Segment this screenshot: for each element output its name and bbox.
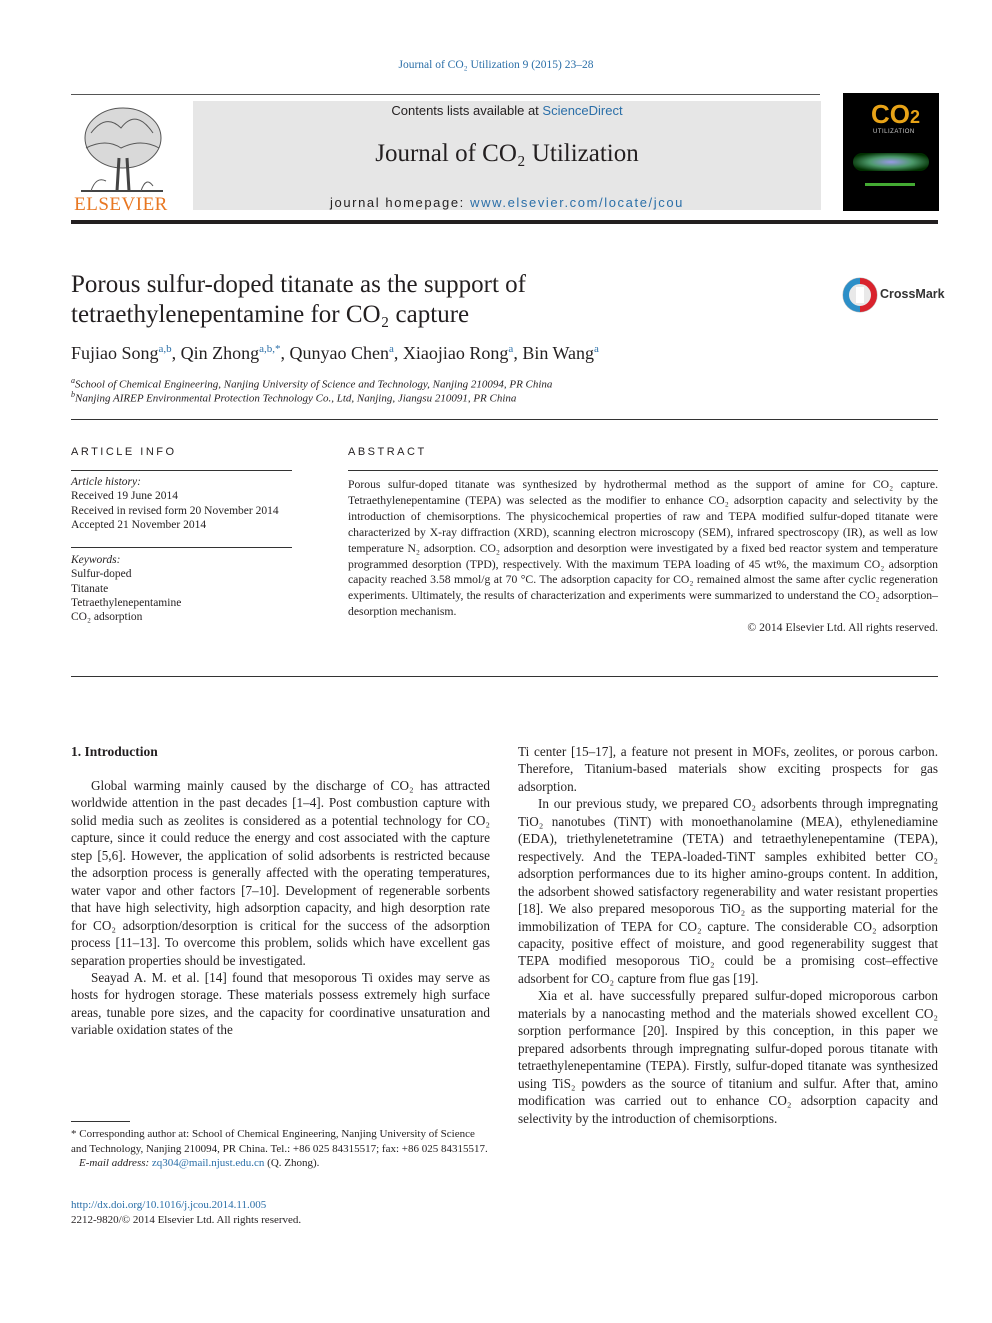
section-heading-introduction: 1. Introduction	[71, 744, 158, 759]
history-label: Article history:	[71, 476, 141, 488]
keyword[interactable]: Tetraethylenepentamine	[71, 596, 182, 609]
author-affiliation-mark[interactable]: a	[508, 343, 514, 355]
revised-date: Received in revised form 20 November 2014	[71, 504, 279, 517]
author-name: Xiaojiao Rong	[402, 343, 509, 363]
cover-utilization: UTILIZATION	[873, 129, 915, 135]
cover-green-stripe	[865, 183, 915, 186]
cover-co2: CO	[871, 99, 910, 129]
accepted-date: Accepted 21 November 2014	[71, 518, 207, 531]
author[interactable]	[403, 343, 522, 363]
affiliation-divider	[71, 419, 938, 420]
email-line	[71, 1156, 491, 1171]
crossmark-label: CrossMark	[880, 287, 945, 301]
issn-copyright: 2212-9820/© 2014 Elsevier Ltd. All rights reserved.	[71, 1213, 302, 1226]
abstract-label: ABSTRACT	[348, 446, 427, 458]
intro-paragraph: Seayad A. M. et al. [14] found that mesoporous Ti oxides may serve as hosts for hydrogen storage. These materials possess extremely high surface areas, tunable pore sizes, and the capacity for coordinative unsaturation and variable oxidation states of the	[71, 969, 490, 1038]
title-line-2: tetraethylenepentamine for CO₂ capture	[71, 301, 470, 328]
footnote-rule	[71, 1121, 130, 1122]
email-link[interactable]: zq304@mail.njust.edu.cn	[151, 1157, 265, 1170]
homepage-link[interactable]: www.elsevier.com/locate/jcou	[470, 195, 684, 210]
author-name: Fujiao Song	[71, 343, 159, 363]
keyword[interactable]: CO₂ adsorption	[71, 611, 143, 624]
author-separator: ,	[280, 343, 290, 363]
article-info-rule	[71, 470, 292, 471]
article-info-label: ARTICLE INFO	[71, 446, 177, 458]
affiliation-mark: a	[71, 376, 75, 385]
author[interactable]	[522, 343, 599, 363]
paper-title	[71, 270, 771, 330]
keyword[interactable]: Titanate	[71, 582, 109, 595]
title-line-1: Porous sulfur-doped titanate as the support of	[71, 271, 526, 298]
cover-molecule-graphic	[853, 153, 929, 171]
author[interactable]	[290, 343, 403, 363]
received-date: Received 19 June 2014	[71, 490, 178, 503]
contents-line	[193, 103, 821, 118]
author-affiliation-mark[interactable]: a,b,*	[259, 343, 281, 355]
author-separator: ,	[171, 343, 181, 363]
author[interactable]	[71, 343, 181, 363]
abstract-copyright: © 2014 Elsevier Ltd. All rights reserved.	[747, 621, 938, 635]
contents-prefix: Contents lists available at	[391, 103, 543, 118]
affiliation-b	[71, 390, 516, 405]
intro-paragraph: In our previous study, we prepared CO₂ adsorbents through impregnating TiO₂ nanotubes (TiNT) with monoethanolamine (MEA), ethylenediamine (EDA), triethylenetetramine (TETA) and tetraethylenepentamine (TEPA), respectively. And the TEPA-loaded-TiNT samples exhibited better CO₂ adsorption performances due to its higher amino-groups content. In addition, the adsorbent showed satisfactory regenerability and water resistant properties [18]. We also prepared mesoporous TiO₂ as the supporting material for the immobilization of TEPA for CO₂ capture. The considerable CO₂ adsorption capacity, positive effect of moisture, and good regenerability suggest that TEPA modified mesoporous TiO₂ could be a promising cost–effective adsorbent for CO₂ capture from flue gas [19].	[518, 796, 938, 986]
journal-title: Journal of CO₂ Utilization	[375, 140, 639, 167]
email-suffix: (Q. Zhong).	[264, 1157, 320, 1170]
left-column	[71, 777, 490, 1039]
homepage-prefix: journal homepage:	[330, 195, 471, 210]
journal-citation[interactable]: Journal of CO₂ Utilization 9 (2015) 23–28	[398, 59, 594, 71]
intro-paragraph: Global warming mainly caused by the discharge of CO₂ has attracted worldwide attention in the past decades [1–4]. Post combustion capture with solid media such as zeolites is considered as a potential technology for CO₂ capture, since it could reduce the energy and cost associated with the capture step [5,6]. However, the application of solid adsorbents is restricted because the adsorption process is generally affected with the operating temperatures, water vapor and other factors [7–10]. Development of regenerable sorbents that have high selectivity, high adsorption capacity, and high desorption rate for CO₂ adsorption/desorption is critical for the success of the adsorption process [11–13]. To overcome this problem, solids which have excellent gas separation properties should be investigated.	[71, 778, 490, 968]
email-label: E-mail address:	[79, 1157, 152, 1170]
keywords	[71, 553, 293, 624]
journal-cover-thumbnail[interactable]	[843, 93, 939, 211]
affiliation-text: School of Chemical Engineering, Nanjing University of Science and Technology, Nanjing 210094, PR China	[75, 378, 553, 391]
keywords-rule	[71, 547, 292, 548]
author-separator: ,	[513, 343, 523, 363]
abstract-rule	[348, 470, 938, 471]
abstract	[348, 477, 938, 636]
author-affiliation-mark[interactable]: a	[389, 343, 394, 355]
journal-homepage	[193, 195, 821, 210]
intro-paragraph: Xia et al. have successfully prepared sulfur-doped microporous carbon materials by a nanocasting method and the materials showed excellent CO₂ sorption performance [20]. Inspired by this conception, in this paper we prepared adsorbents through impregnating sulfur-doped porous titanate with tetraethylenepentamine (TEPA). Firstly, sulfur-doped titanate was synthesized using TiS₂ powders as the source of titanium and sulfur. After that, amino modification was carried out to enhance CO₂ adsorption capacity and selectivity by the introduction of chemisorptions.	[518, 988, 938, 1126]
cover-co2-sub: 2	[910, 107, 921, 127]
author-name: Qunyao Chen	[289, 343, 390, 363]
intro-paragraph: Ti center [15–17], a feature not present in MOFs, zeolites, or porous carbon. Therefore, Titanium-based materials show exciting prospects for gas adsorption.	[518, 744, 938, 794]
header-top-rule	[71, 94, 820, 95]
author-name: Qin Zhong	[180, 343, 260, 363]
affiliation-mark: b	[71, 390, 75, 399]
author-name: Bin Wang	[522, 343, 595, 363]
keywords-label: Keywords:	[71, 554, 121, 566]
author-separator: ,	[393, 343, 403, 363]
article-history	[71, 475, 293, 532]
affiliation-text: Nanjing AIREP Environmental Protection Technology Co., Ltd, Nanjing, Jiangsu 210091, PR China	[75, 392, 517, 405]
author-affiliation-mark[interactable]: a	[594, 343, 599, 355]
crossmark-badge[interactable]	[842, 277, 945, 313]
affiliation-a	[71, 376, 552, 391]
elsevier-wordmark: ELSEVIER	[74, 194, 168, 215]
crossmark-icon	[842, 277, 878, 313]
header-bottom-rule	[71, 220, 938, 224]
doi-link[interactable]: http://dx.doi.org/10.1016/j.jcou.2014.11.005	[71, 1199, 267, 1211]
sciencedirect-link[interactable]: ScienceDirect	[542, 103, 623, 118]
author[interactable]	[181, 343, 290, 363]
corresponding-author-text: * Corresponding author at: School of Chemical Engineering, Nanjing University of Science and Technology, Nanjing 210094, PR China. Tel.: +86 025 84315517; fax: +86 025 84315517.	[71, 1128, 488, 1155]
author-affiliation-mark[interactable]: a,b	[158, 343, 172, 355]
corresponding-author-footnote	[71, 1127, 491, 1171]
author-list	[71, 343, 599, 364]
abstract-text: Porous sulfur-doped titanate was synthesized by hydrothermal method as the support of amine for CO₂ capture. Tetraethylenepentamine (TEPA) was selected as the modifier to enhance CO₂ adsorption capacity and selectivity by the introduction of chemisorptions. The physicochemical properties of raw and TEPA modified sulfur-doped titanate were characterized by X-ray diffraction (XRD), scanning electron microscopy (SEM), infrared spectroscopy (IR), as well as low temperature N₂ adsorption. CO₂ adsorption and desorption were investigated by a fixed bed reactor system and temperature programmed desorption (TPD), respectively. With the maximum TEPA loading of 45 wt%, the maximum CO₂ adsorption capacity reached 3.58 mmol/g at 70 °C. The adsorption capacity for CO₂ remained almost the same after cyclic regeneration experiments. Ultimately, the results of characterization and experiments were summarized to understand the CO₂ adsorption–desorption mechanism.	[348, 478, 938, 619]
right-column	[518, 743, 938, 1127]
abstract-bottom-rule	[71, 676, 938, 677]
keyword[interactable]: Sulfur-doped	[71, 568, 132, 581]
article-identifiers	[71, 1198, 301, 1227]
